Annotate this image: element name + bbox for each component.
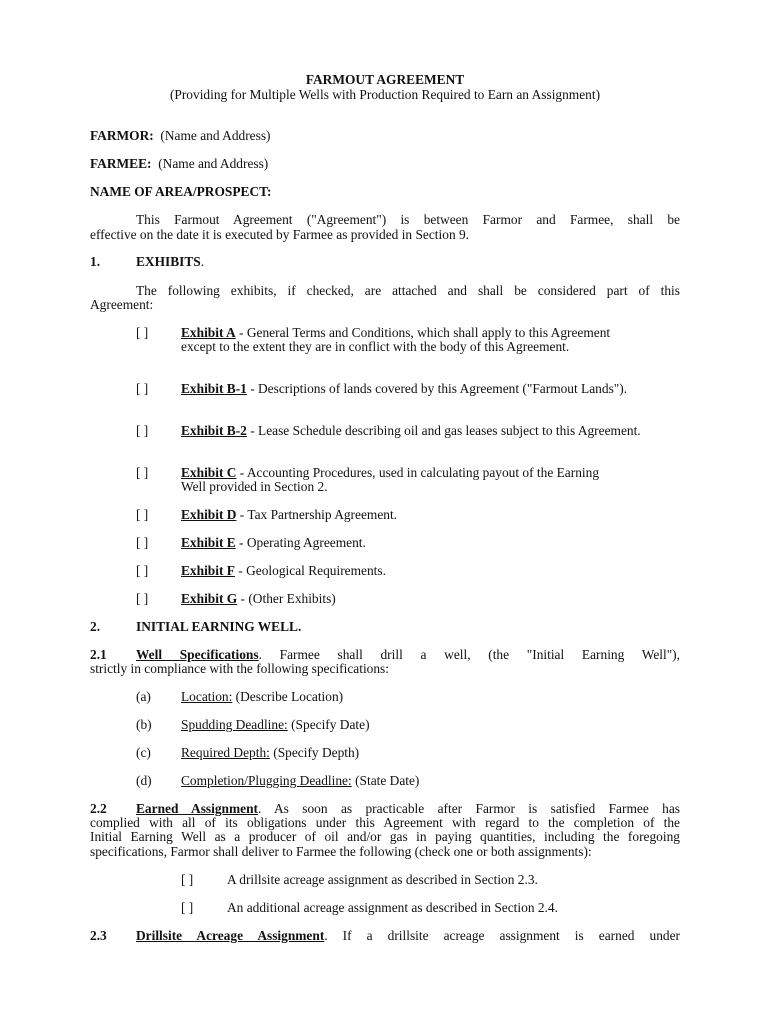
spec-c-letter: (c) [136,745,151,760]
section-2-heading: INITIAL EARNING WELL. [136,619,302,634]
exhibits-para-line-2: Agreement: [90,297,154,312]
farmor-label: FARMOR: [90,128,154,143]
exhibit-f-item: Exhibit F - Geological Requirements. [181,563,386,578]
s22-line-3: Initial Earning Well as a producer of oil and/or gas in paying quantities, including the foregoing [90,829,680,844]
farmor-value: (Name and Address) [160,128,271,143]
farmee-value: (Name and Address) [158,156,269,171]
exhibit-e-item: Exhibit E - Operating Agreement. [181,535,366,550]
option-additional-checkbox[interactable]: [ ] [181,900,194,915]
spec-a-letter: (a) [136,689,151,704]
s23-title: Drillsite Acreage Assignment [136,928,325,943]
s21-title: Well Specifications [136,647,259,662]
spec-spudding-deadline: Spudding Deadline: (Specify Date) [181,717,370,732]
s22-line-1: 2.2 Earned Assignment. As soon as practicable after Farmor is satisfied Farmee has [90,801,680,816]
s22-title: Earned Assignment [136,801,259,816]
farmee-label: FARMEE: [90,156,152,171]
area-prospect-label: NAME OF AREA/PROSPECT: [90,184,272,199]
exhibit-d-checkbox[interactable]: [ ] [136,507,149,522]
document-title: FARMOUT AGREEMENT [305,72,465,87]
exhibit-a-item: Exhibit A - General Terms and Conditions, which shall apply to this Agreement except to the extent they are in conflict with the body of this Agreement. [181,325,611,354]
section-2-number: 2. [90,619,101,634]
section-1-heading: EXHIBITS. [136,254,205,269]
spec-completion-deadline: Completion/Plugging Deadline: (State Date) [181,773,420,788]
intro-line-2: effective on the date it is executed by Farmee as provided in Section 9. [90,227,470,242]
intro-line-1 [90,213,680,227]
exhibit-a-checkbox[interactable]: [ ] [136,325,149,340]
spec-location: Location: (Describe Location) [181,689,344,704]
exhibit-c-checkbox[interactable]: [ ] [136,465,149,480]
option-additional-text: An additional acreage assignment as described in Section 2.4. [227,900,558,915]
intro-text-1: This Farmout Agreement ("Agreement") is between Farmor and Farmee, shall be [136,212,680,227]
s22-line-4: specifications, Farmor shall deliver to Farmee the following (check one or both assignments): [90,844,592,859]
s23-line-1: 2.3 Drillsite Acreage Assignment. If a drillsite acreage assignment is earned under [90,928,680,943]
exhibit-b2-item: Exhibit B-2 - Lease Schedule describing oil and gas leases subject to this Agreement. [181,423,641,438]
spec-b-letter: (b) [136,717,152,732]
exhibit-c-item: Exhibit C - Accounting Procedures, used in calculating payout of the Earning Well provided in Section 2. [181,465,600,494]
farmor-line [90,129,680,143]
option-drillsite-text: A drillsite acreage assignment as described in Section 2.3. [227,872,538,887]
exhibit-f-checkbox[interactable]: [ ] [136,563,149,578]
exhibit-b1-checkbox[interactable]: [ ] [136,381,149,396]
s21-line-2: strictly in compliance with the following specifications: [90,661,389,676]
exhibit-b2-checkbox[interactable]: [ ] [136,423,149,438]
exhibit-d-item: Exhibit D - Tax Partnership Agreement. [181,507,398,522]
exhibit-g-checkbox[interactable]: [ ] [136,591,149,606]
exhibit-g-item: Exhibit G - (Other Exhibits) [181,591,336,606]
option-drillsite-checkbox[interactable]: [ ] [181,872,194,887]
exhibit-b1-item: Exhibit B-1 - Descriptions of lands covered by this Agreement ("Farmout Lands"). [181,381,628,396]
s21-line-1: 2.1 Well Specifications. Farmee shall drill a well, (the "Initial Earning Well"), [90,647,680,662]
spec-d-letter: (d) [136,773,152,788]
document-subtitle: (Providing for Multiple Wells with Production Required to Earn an Assignment) [169,87,601,102]
section-1-number: 1. [90,254,101,269]
s22-line-2: complied with all of its obligations under this Agreement with regard to the completion of the [90,815,680,830]
spec-required-depth: Required Depth: (Specify Depth) [181,745,360,760]
exhibits-para-line-1: The following exhibits, if checked, are attached and shall be considered part of this [136,283,680,298]
exhibit-e-checkbox[interactable]: [ ] [136,535,149,550]
farmee-line [90,157,680,171]
